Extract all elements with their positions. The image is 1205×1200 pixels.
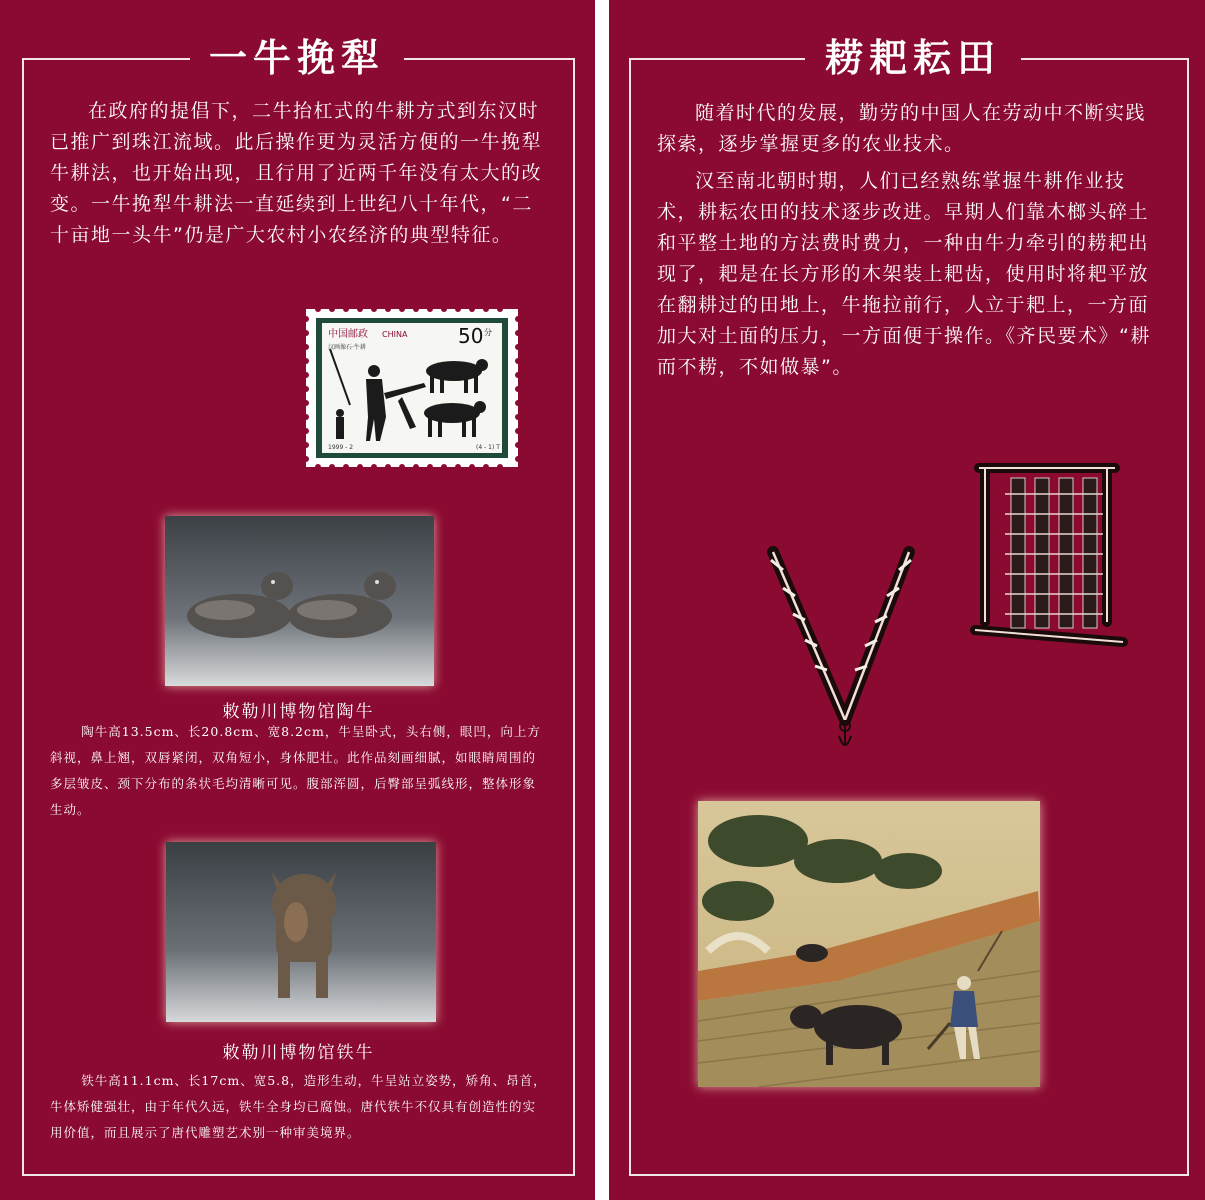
- stamp-issue: 1999 - 2: [328, 444, 354, 451]
- iron-ox-description: 铁牛高11.1cm、长17cm、宽5.8，造形生动，牛呈站立姿势，矫角、昂首，牛体矫健强壮，由于年代久远，铁牛全身均已腐蚀。唐代铁牛不仅具有创造性的实用价值，而且展示了唐代雕塑艺术别一种审美境界。: [50, 1073, 547, 1140]
- farming-painting: [698, 801, 1040, 1087]
- left-title-wrap: [190, 34, 404, 82]
- right-title: 耢耙耘田: [824, 35, 1001, 80]
- stamp-illustration: [306, 309, 518, 467]
- stamp-serial: (4 - 1) T: [476, 444, 500, 451]
- left-title: 一牛挽犁: [208, 35, 385, 80]
- right-panel: [609, 0, 1205, 1200]
- frame-harrow-illustration: [965, 454, 1133, 656]
- pottery-ox-description: 陶牛高13.5cm、长20.8cm、宽8.2cm，牛呈卧式，头右侧，眼凹，向上方斜视，鼻上翘，双唇紧闭，双角短小，身体肥壮。此作品刻画细腻，如眼睛周围的多层皱皮、颈下分布的条状毛均清晰可见。腹部浑圆，后臀部呈弧线形，整体形象生动。: [50, 724, 541, 817]
- right-paragraph-2: 汉至南北朝时期，人们已经熟练掌握牛耕作业技术，耕耘农田的技术逐步改进。早期人们靠木榔头碎土和平整土地的方法费时费力，一种由牛力牵引的耢耙出现了，耙是在长方形的木架装上耙齿，使用时将耙平放在翻耕过的田地上，牛拖拉前行，人立于耙上，一方面加大对土面的压力，一方面便于操作。《齐民要术》“耕而不耢，不如做暴”。: [657, 170, 1151, 378]
- iron-ox-illustration: [166, 842, 436, 1022]
- v-harrow-illustration: [761, 530, 921, 756]
- stamp-value: 50: [458, 324, 484, 348]
- right-paragraph-1: 随着时代的发展，勤劳的中国人在劳动中不断实践探索，逐步掌握更多的农业技术。: [657, 102, 1147, 155]
- stamp-country-en: CHINA: [382, 330, 408, 339]
- stamp-country: 中国邮政: [328, 329, 368, 340]
- stamp-image: [306, 309, 518, 467]
- iron-ox-caption: 敕勒川博物馆铁牛: [222, 1043, 375, 1063]
- right-title-wrap: [805, 34, 1021, 82]
- stamp-subtitle: 汉画像石·牛耕: [328, 344, 366, 351]
- pottery-ox-illustration: [165, 516, 434, 686]
- farming-painting-illustration: [698, 801, 1040, 1087]
- pottery-ox-caption: 敕勒川博物馆陶牛: [222, 702, 375, 722]
- iron-ox-photo: [166, 842, 436, 1022]
- pottery-ox-photo: [165, 516, 434, 686]
- left-intro-text: 在政府的提倡下，二牛抬杠式的牛耕方式到东汉时已推广到珠江流域。此后操作更为灵活方便的一牛挽犁牛耕法，也开始出现，且行用了近两千年没有太大的改变。一牛挽犁牛耕法一直延续到上世纪八十年代，“二十亩地一头牛”仍是广大农村小农经济的典型特征。: [50, 100, 543, 246]
- stamp-unit: 分: [484, 328, 492, 337]
- left-panel: [0, 0, 595, 1200]
